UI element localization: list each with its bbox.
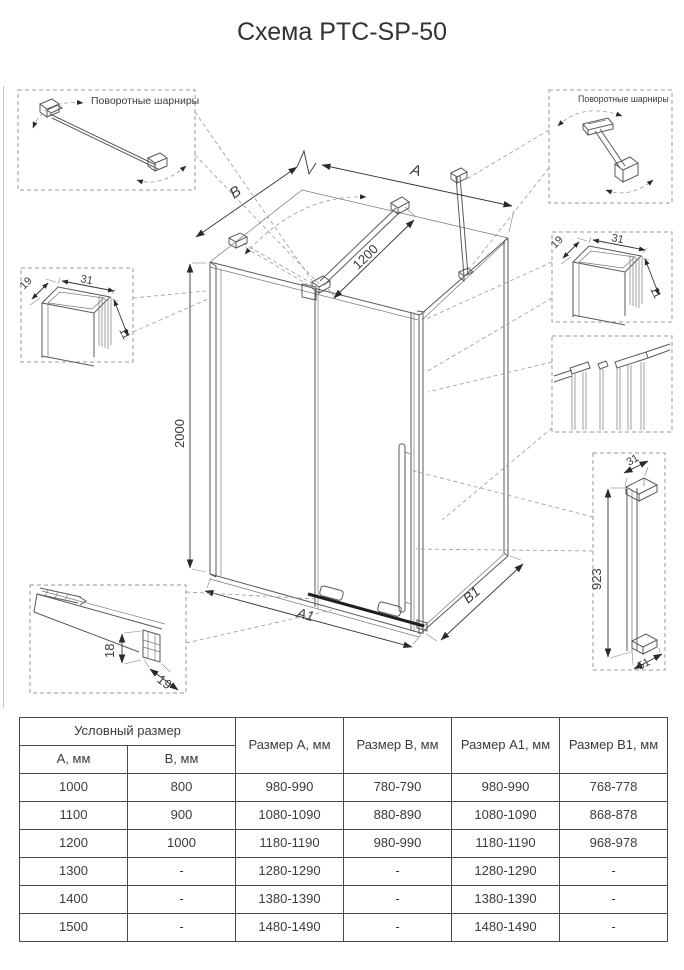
support-bar: [312, 197, 409, 293]
page-title: Схема PTC-SP-50: [236, 18, 448, 46]
header-size-a1: Размер А1, мм: [452, 718, 560, 774]
dim-label-b: B: [226, 182, 245, 203]
table-cell: 1280-1290: [452, 858, 560, 886]
size-table: [19, 717, 668, 942]
dimensions: [172, 151, 523, 647]
table-header-row: [20, 718, 668, 746]
table-row: [20, 886, 668, 914]
table-cell: 1300: [20, 858, 128, 886]
handle-length-label: 923: [589, 568, 604, 590]
profile-width-label: 31: [79, 273, 94, 288]
table-cell: 1000: [20, 774, 128, 802]
callout-bottom-rail: [30, 585, 186, 693]
bottom-rail-icon: [34, 588, 165, 662]
callout-hinges-right: [549, 90, 672, 203]
table-cell: 1000: [128, 830, 236, 858]
hinges-right-label: Поворотные шарниры: [578, 94, 669, 104]
table-cell: 980-990: [236, 774, 344, 802]
support-bar-swung: [229, 233, 315, 289]
dim-label-a1: A1: [295, 604, 316, 625]
table-cell: 1380-1390: [236, 886, 344, 914]
side-support-bar: [451, 168, 473, 281]
rail-depth-label: 19: [154, 671, 175, 693]
table-cell: -: [344, 886, 452, 914]
table-cell: -: [128, 858, 236, 886]
table-cell: 900: [128, 802, 236, 830]
table-cell: -: [344, 858, 452, 886]
table-cell: -: [128, 886, 236, 914]
subheader-b: В, мм: [128, 746, 236, 774]
dim-label-2000: 2000: [172, 419, 187, 448]
handle-icon: [626, 478, 657, 654]
table-row: [20, 774, 668, 802]
header-size-b: Размер В, мм: [344, 718, 452, 774]
bottom-track: [308, 594, 424, 626]
table-row: [20, 830, 668, 858]
table-cell: -: [560, 886, 668, 914]
rail-height-label: 18: [102, 643, 117, 658]
table-cell: -: [560, 914, 668, 942]
header-nominal-size: Условный размер: [20, 718, 236, 746]
profile-glass-label: 11: [116, 325, 133, 342]
table-cell: 1380-1390: [452, 886, 560, 914]
table-cell: 1180-1190: [236, 830, 344, 858]
table-cell: 980-990: [452, 774, 560, 802]
table-cell: 780-790: [344, 774, 452, 802]
callout-leaders: [133, 112, 593, 643]
table-cell: -: [560, 858, 668, 886]
table-cell: -: [344, 914, 452, 942]
table-cell: 800: [128, 774, 236, 802]
table-cell: 1480-1490: [236, 914, 344, 942]
handle-foot-label: 51: [635, 656, 653, 673]
callout-wall-profile-left: [18, 268, 133, 366]
header-size-a: Размер А, мм: [236, 718, 344, 774]
profile-glass-label: 11: [647, 284, 664, 301]
table-cell: 1100: [20, 802, 128, 830]
table-cell: 1480-1490: [452, 914, 560, 942]
table-row: [20, 914, 668, 942]
subheader-a: А, мм: [20, 746, 128, 774]
table-cell: 880-890: [344, 802, 452, 830]
hinge-bracket-icon: [583, 118, 638, 182]
handle-width-label: 31: [624, 452, 642, 469]
table-row: [20, 802, 668, 830]
callout-wall-profile-right: [549, 232, 672, 325]
table-cell: 768-778: [560, 774, 668, 802]
hinges-left-label: Поворотные шарниры: [91, 95, 200, 107]
table-cell: 868-878: [560, 802, 668, 830]
junction-profiles-icon: [554, 344, 670, 430]
table-cell: 1280-1290: [236, 858, 344, 886]
table-cell: 980-990: [344, 830, 452, 858]
callout-hinges-left: [18, 90, 199, 190]
dim-label-a: A: [409, 161, 423, 181]
table-cell: 1400: [20, 886, 128, 914]
table-cell: 968-978: [560, 830, 668, 858]
header-size-b1: Размер В1, мм: [560, 718, 668, 774]
profile-depth-label: 19: [548, 233, 566, 252]
table-cell: 1080-1090: [236, 802, 344, 830]
table-cell: 1080-1090: [452, 802, 560, 830]
door-handle: [399, 444, 410, 612]
profile-width-label: 31: [610, 232, 625, 247]
table-cell: 1500: [20, 914, 128, 942]
dim-label-1200: 1200: [349, 241, 381, 273]
table-cell: 1180-1190: [452, 830, 560, 858]
table-cell: -: [128, 914, 236, 942]
profile-depth-label: 19: [17, 274, 35, 293]
table-cell: 1200: [20, 830, 128, 858]
dim-label-b1: B1: [459, 583, 484, 607]
callout-handle: [589, 452, 665, 673]
callout-door-junction: [552, 336, 672, 432]
main-enclosure-drawing: [210, 168, 508, 637]
table-row: [20, 858, 668, 886]
hinge-bar-icon: [40, 99, 167, 171]
